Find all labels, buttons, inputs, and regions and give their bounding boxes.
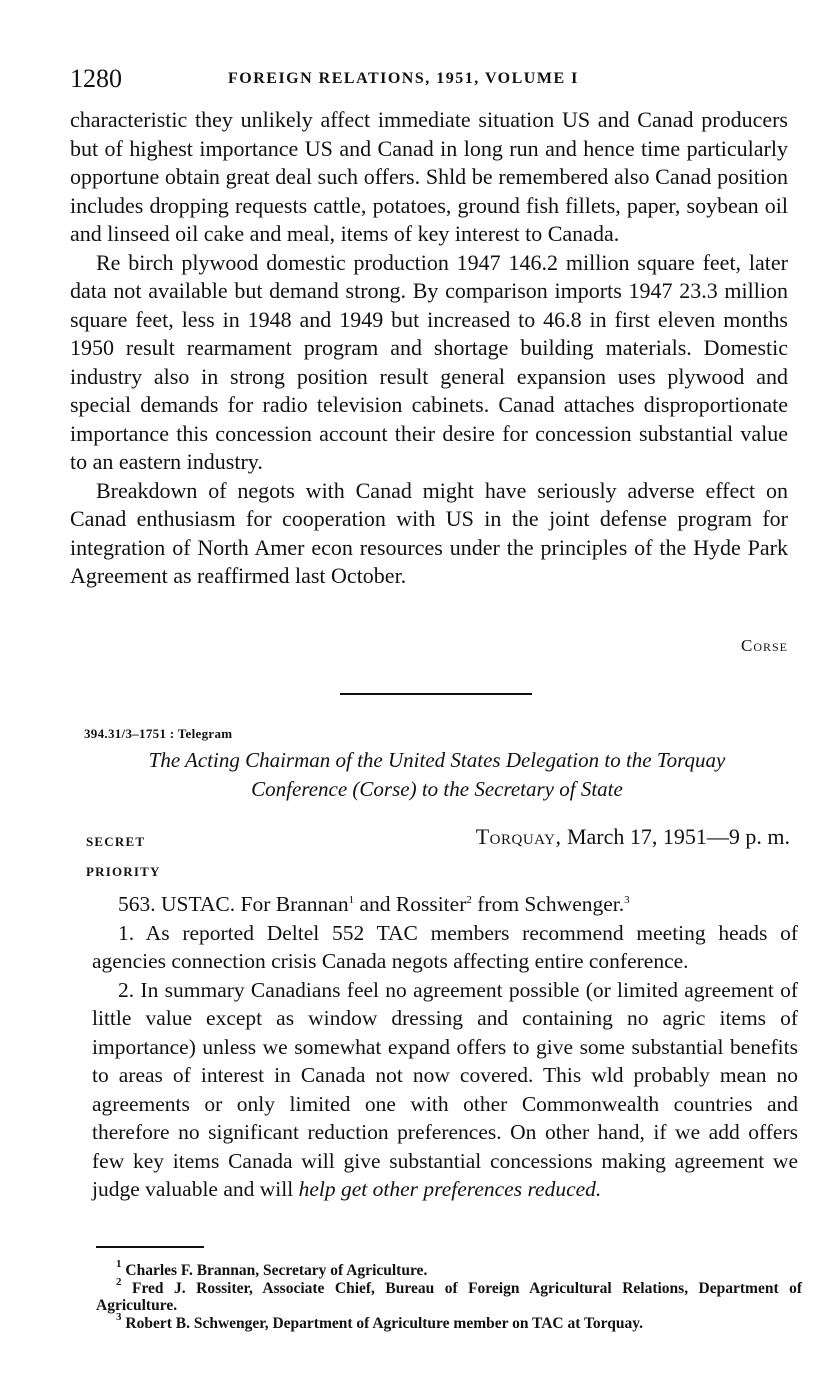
document-title-line: The Acting Chairman of the United States Delegation to the Torquay bbox=[148, 748, 726, 772]
footnote-ref: 3 bbox=[624, 894, 630, 906]
classification-label: SECRET bbox=[86, 834, 146, 849]
footnote bbox=[96, 1258, 802, 1280]
paragraph: 1. As reported Deltel 552 TAC members recommend meeting heads of agencies connection crisis Canada negots affecting entire conference. bbox=[92, 920, 798, 973]
footnote-mark: 2 bbox=[116, 1275, 122, 1288]
footnote-text: Robert B. Schwenger, Department of Agriculture member on TAC at Torquay. bbox=[125, 1314, 644, 1332]
footnote-mark: 3 bbox=[116, 1310, 122, 1323]
section-divider bbox=[340, 693, 532, 695]
page-number: 1280 bbox=[70, 64, 122, 93]
paragraph: characteristic they unlikely affect immediate situation US and Canad producers but of highest importance US and Canad in long run and hence time particularly opportune obtain great deal such offers. Shld be remembered also Canad position includes dropping requests cattle, potatoes, ground fish fillets, paper, soybean oil and linseed oil cake and meal, items of key interest to Canada. bbox=[70, 107, 788, 246]
running-head: FOREIGN RELATIONS, 1951, VOLUME I bbox=[228, 70, 579, 87]
footnote bbox=[96, 1310, 802, 1333]
footnote-text: Fred J. Rossiter, Associate Chief, Bureau of Foreign Agricultural Relations, Department of Agriculture. bbox=[96, 1279, 802, 1314]
footnote-text: Charles F. Brannan, Secretary of Agriculture. bbox=[125, 1262, 428, 1279]
priority-label: PRIORITY bbox=[86, 864, 161, 879]
paragraph: Re birch plywood domestic production 1947 146.2 million square feet, later data not available but demand strong. By comparison imports 1947 23.3 million square feet, less in 1948 and 1949 but increased to 46.8 in first eleven months 1950 result rearmament program and shortage building materials. Domestic industry also in strong position result general expansion uses plywood and special demands for radio television cabinets. Canad attaches disproportionate importance this concession account their desire for concession substantial value to an eastern industry. bbox=[70, 249, 788, 474]
opening-text: and Rossiter bbox=[354, 892, 467, 916]
document-title-line: Conference (Corse) to the Secretary of State bbox=[251, 777, 623, 801]
footnote-ref: 2 bbox=[466, 894, 472, 906]
page-header bbox=[70, 64, 790, 98]
footnote-mark: 1 bbox=[116, 1258, 122, 1270]
footnote-divider bbox=[96, 1246, 204, 1248]
opening-text: 563. USTAC. For Brannan bbox=[118, 892, 349, 916]
paragraph bbox=[92, 976, 798, 1204]
paragraph: Breakdown of negots with Canad might have seriously adverse effect on Canad enthusiasm for cooperation with US in the joint defense program for integration of North Amer econ resources under the principles of the Hyde Park Agreement as reaffirmed last October. bbox=[70, 477, 788, 588]
footnotes bbox=[96, 1258, 802, 1332]
telegram-opening bbox=[92, 890, 798, 919]
signature: Corse bbox=[740, 636, 788, 655]
paragraph-text: 2. In summary Canadians feel no agreement possible (or limited agreement of little value except as window dressing and containing no agric items of importance) unless we somewhat expand offers to give some substantial benefits to areas of interest in Canada not now covered. This wld probably mean no agreements or only limited one with other Commonwealth countries and therefore no significant reduction preferences. On other hand, if we add offers few key items Canada will give substantial concessions making agreement we judge valuable and will bbox=[92, 977, 798, 1201]
document-title bbox=[84, 746, 790, 804]
footnote-ref: 1 bbox=[348, 894, 355, 906]
dateline-place: Torquay, bbox=[475, 824, 562, 849]
italic-phrase: help get other preferences reduced. bbox=[298, 1177, 602, 1201]
opening-text: from Schwenger. bbox=[471, 892, 625, 916]
continued-telegram-text bbox=[70, 106, 788, 591]
dateline-date: March 17, 1951—9 p. m. bbox=[561, 824, 790, 849]
telegram-body bbox=[92, 890, 798, 1204]
file-reference: 394.31/3–1751 : Telegram bbox=[84, 726, 233, 741]
dateline bbox=[476, 824, 790, 850]
footnote bbox=[96, 1275, 802, 1315]
